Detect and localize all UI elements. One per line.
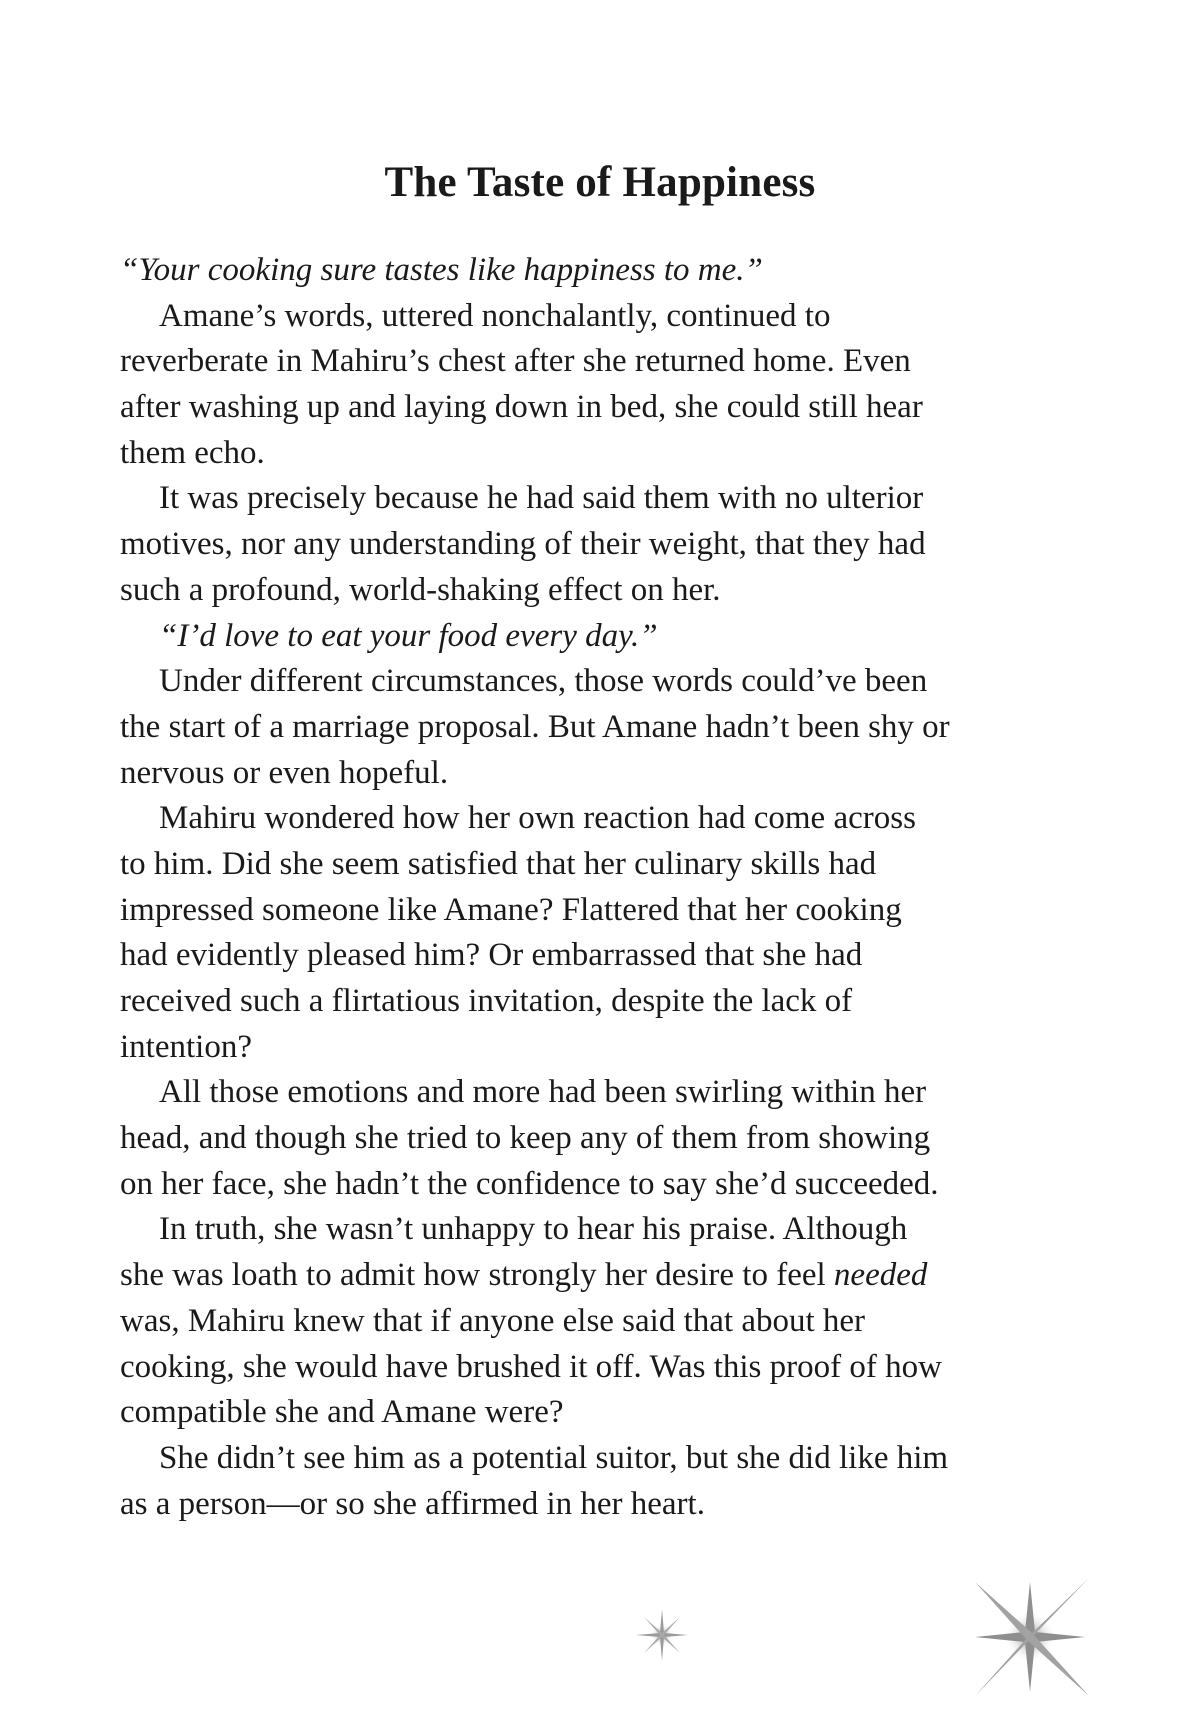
text-line: such a profound, world-shaking effect on her. [120,571,721,608]
text-line: cooking, she would have brushed it off. Was this proof of how [120,1348,942,1385]
dialogue-line: “Your cooking sure tastes like happiness to me.” [120,252,763,288]
text-line: on her face, she hadn’t the confidence to say she’d succeeded. [120,1165,939,1202]
text-line: intention? [120,1028,252,1065]
sparkle-icon [632,1605,692,1665]
text-line: nervous or even hopeful. [120,754,449,791]
text-line: received such a flirtatious invitation, despite the lack of [120,983,853,1019]
chapter-title: The Taste of Happiness [384,159,816,206]
text-line-start: she was loath to admit how strongly her desire to feel [120,1257,834,1294]
text-line: as a person—or so she affirmed in her heart. [120,1485,705,1522]
text-line: She didn’t see him as a potential suitor, but she did like him [159,1439,949,1476]
sparkle-icon [965,1572,1095,1702]
text-line: It was precisely because he had said them with no ulterior [159,480,924,517]
text-line: reverberate in Mahiru’s chest after she returned home. Even [120,343,911,380]
emphasized-word: needed [833,1257,928,1294]
text-line: motives, nor any understanding of their weight, that they had [120,526,926,563]
text-line: All those emotions and more had been swirling within her [159,1074,927,1111]
text-line: had evidently pleased him? Or embarrassed that she had [120,937,863,974]
text-line: In truth, she wasn’t unhappy to hear his praise. Although [159,1211,908,1248]
dialogue-line: “I’d love to eat your food every day.” [159,617,658,654]
text-line: was, Mahiru knew that if anyone else said that about her [120,1302,866,1339]
text-line: Mahiru wondered how her own reaction had come across [159,800,916,837]
text-line: Amane’s words, uttered nonchalantly, continued to [159,297,831,334]
text-line: to him. Did she seem satisfied that her culinary skills had [120,845,877,882]
text-line: head, and though she tried to keep any of them from showing [120,1120,931,1157]
text-line: compatible she and Amane were? [120,1394,564,1431]
body-text [120,248,1120,1527]
text-line: after washing up and laying down in bed, she could still hear [120,389,923,426]
text-line [120,1253,1120,1299]
text-line: them echo. [120,434,265,471]
text-line: impressed someone like Amane? Flattered that her cooking [120,891,902,928]
text-line: Under different circumstances, those words could’ve been [159,663,928,700]
text-line: the start of a marriage proposal. But Amane hadn’t been shy or [120,708,950,745]
